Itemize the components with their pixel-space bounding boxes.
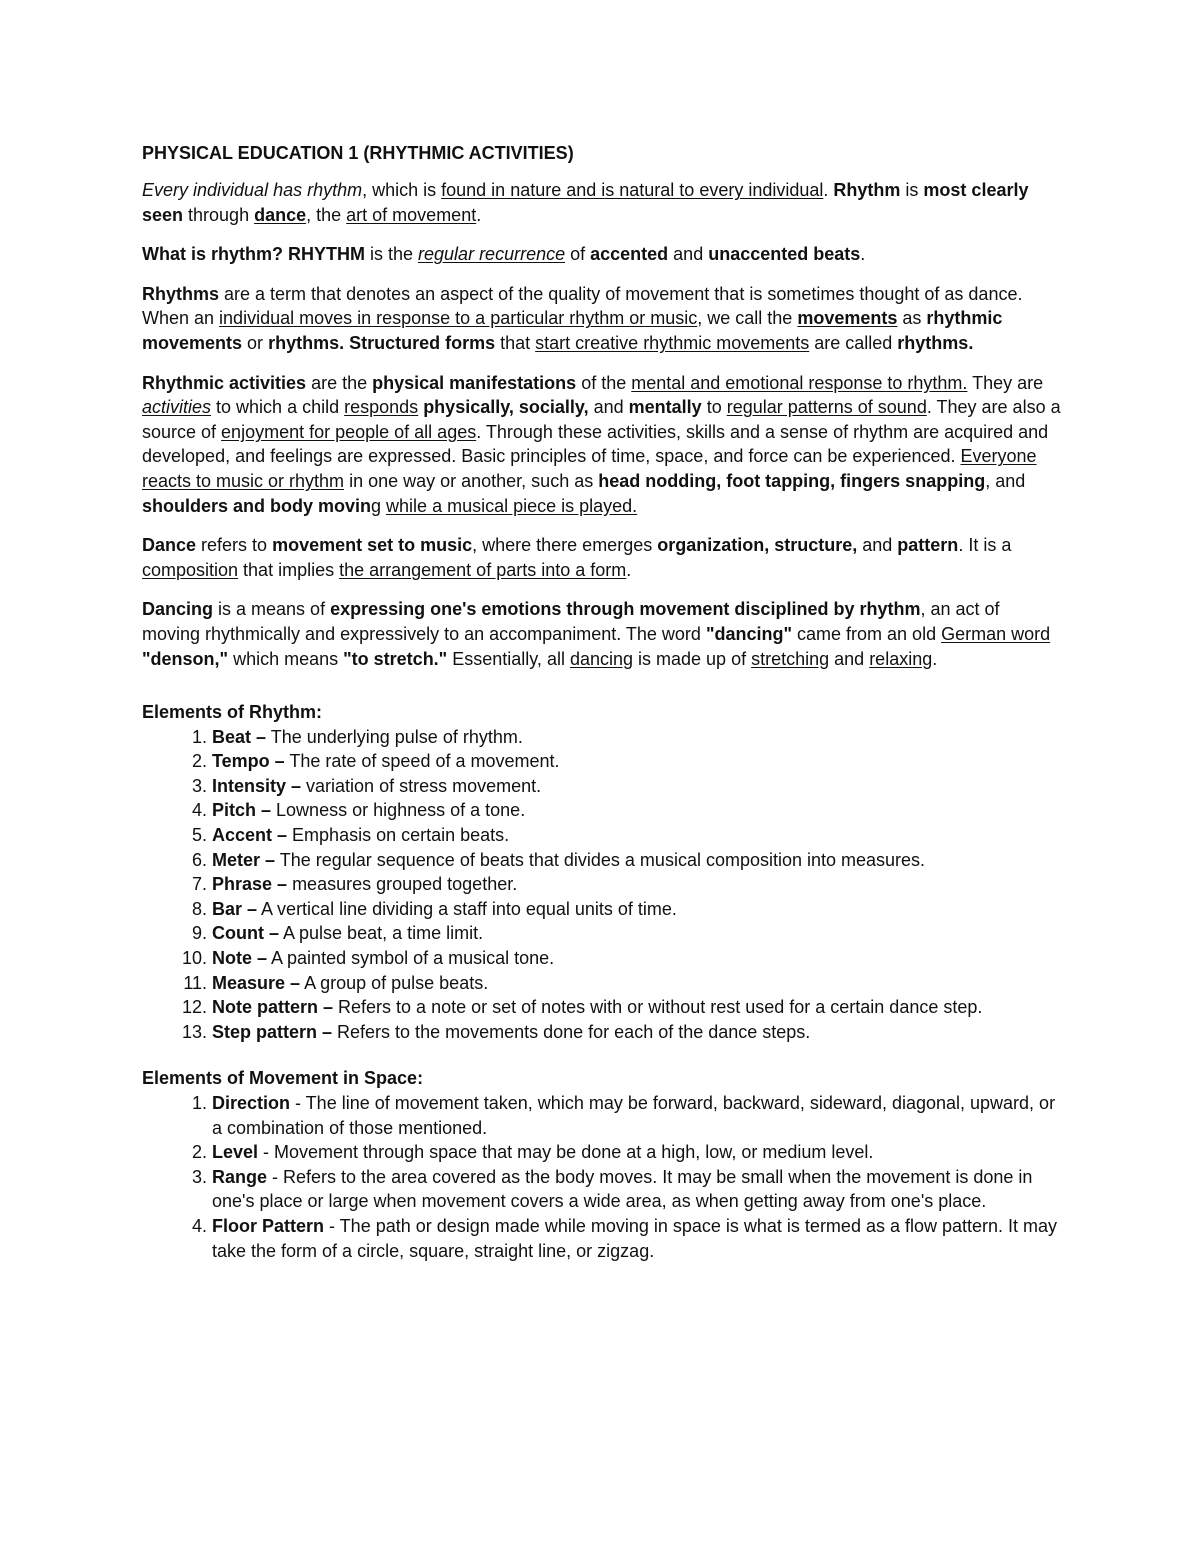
text-span: Rhythmic activities [142,372,307,393]
text-span: head nodding, foot tapping, fingers snapping [598,470,986,491]
description: - Movement through space that may be done at a high, low, or medium level. [258,1142,874,1163]
text-span: , where there emerges [472,535,658,556]
text-span: is a means of [213,599,331,620]
text-span: enjoyment for people of all ages [221,421,477,442]
list-item [212,897,1062,922]
text-span: art of movement [346,204,477,225]
text-span: g [371,495,387,516]
term: Measure – [212,972,301,993]
text-span: rhythms [268,332,340,353]
text-span: as [897,308,927,329]
description: - Refers to the area covered as the body moves. It may be small when the movement is done in one's place or large when movement covers a wide area, as when getting away from one's place. [212,1166,1033,1212]
paragraph-dancing [142,597,1062,671]
text-span: to [701,397,727,418]
term: Phrase – [212,874,288,895]
text-span: Dancing [142,599,214,620]
list-item [212,1091,1062,1140]
term: Direction [212,1093,291,1113]
list-item [212,946,1062,971]
text-span: activities [142,397,212,418]
term: Step pattern – [212,1021,333,1042]
text-span: Dance [142,535,197,556]
description: Lowness or highness of a tone. [271,800,526,821]
term: Range [212,1166,268,1187]
text-span: unaccented beats [708,244,861,265]
text-span: physically, socially, [423,397,589,418]
text-span: organization, structure, [657,535,858,556]
text-span: Every individual has rhythm [142,180,363,200]
text-span: accented [590,244,669,265]
text-span: , which is [362,180,442,200]
text-span: Essentially, all [447,648,570,669]
text-span: dance [254,204,307,225]
term: Level [212,1142,259,1163]
list-item [212,1165,1062,1214]
text-span: "dancing" [705,623,793,644]
text-span: rhythms [897,332,969,353]
description: - The path or design made while moving in space is what is termed as a flow pattern. It may take the form of a circle, square, straight line, or zigzag. [212,1215,1058,1261]
text-span: expressing one's emotions through movement disciplined by rhythm [330,599,921,620]
text-span: , an act of moving rhythmically and expressively to an accompaniment. The word [142,599,1000,644]
text-span: Rhythm [833,180,901,200]
term: Bar – [212,898,258,919]
paragraph-rhythm-intro [142,178,1062,227]
space-elements-list [142,1091,1062,1263]
text-span: refers to [196,535,273,556]
list-item [212,1020,1062,1045]
list-item [212,798,1062,823]
text-span: of the [576,372,632,393]
list-item [212,848,1062,873]
description: Refers to the movements done for each of the dance steps. [332,1021,811,1042]
term: Accent – [212,825,288,846]
paragraph-rhythms [142,282,1062,356]
description: A pulse beat, a time limit. [279,923,484,944]
document-page [142,141,1062,1263]
text-span: regular patterns of sound [726,397,927,418]
term: Count – [212,923,279,944]
text-span: pattern [897,535,959,556]
text-span: of [565,244,591,265]
text-span: the arrangement of parts into a form [339,559,627,580]
text-span: . [932,648,938,669]
list-item [212,774,1062,799]
list-item [212,1214,1062,1263]
text-span: individual moves in response to a particular rhythm or music [219,308,698,329]
text-span: . They are also a source of [142,397,1061,442]
text-span: German word [941,623,1051,644]
rhythm-elements-list [142,725,1062,1045]
text-span: relaxing [869,648,933,669]
space-elements-heading: Elements of Movement in Space: [142,1068,424,1089]
text-span: . [476,204,482,225]
text-span: and [668,244,709,265]
text-span: start creative rhythmic movements [535,332,810,353]
description: Emphasis on certain beats. [287,825,510,846]
description: A group of pulse beats. [300,972,489,993]
description: The rate of speed of a movement. [284,751,560,772]
term: Tempo – [212,751,285,772]
text-span: are a term that denotes an aspect of the quality of movement that is sometimes thought of as dance. When an [142,283,1023,329]
text-span: Everyone reacts to music or rhythm [142,446,1037,491]
list-item [212,1140,1062,1165]
text-span: They are [967,372,1044,393]
description: A painted symbol of a musical tone. [267,948,555,969]
text-span: mentally [628,397,702,418]
text-span: "denson," [142,648,229,669]
description: variation of stress movement. [301,775,542,796]
text-span: composition [142,559,239,580]
text-span: regular recurrence [418,244,566,265]
text-span: to which a child [211,397,345,418]
text-span: "to stretch." [343,648,448,669]
text-span: , the [306,204,347,225]
text-span: shoulders and body movin [142,495,372,516]
text-span: Rhythms [142,283,220,304]
text-span: that implies [238,559,340,580]
text-span: are called [809,332,898,353]
text-span: in one way or another, such as [344,470,599,491]
text-span: rhythmic movements [142,308,1003,353]
page-title: PHYSICAL EDUCATION 1 (RHYTHMIC ACTIVITIES) [142,143,574,163]
text-span: . [968,332,974,353]
description: A vertical line dividing a staff into equal units of time. [257,898,677,919]
text-span: and [857,535,898,556]
description: measures grouped together. [287,874,518,895]
description: The regular sequence of beats that divides a musical composition into measures. [275,849,926,870]
text-span: responds [344,397,419,418]
term: Note pattern – [212,997,334,1018]
paragraph-dance [142,533,1062,582]
list-item [212,971,1062,996]
term: Floor Pattern [212,1215,325,1236]
description: The underlying pulse of rhythm. [266,726,523,747]
rhythm-elements-heading: Elements of Rhythm: [142,702,323,723]
term: Note – [212,948,268,969]
text-span: most clearly seen [142,180,1029,225]
text-span: movement set to music [272,535,473,556]
list-item [212,823,1062,848]
text-span: and [829,648,870,669]
text-span: . [339,332,350,353]
list-item [212,725,1062,750]
text-span: physical manifestations [372,372,577,393]
list-item [212,995,1062,1020]
text-span: , we call the [697,308,798,329]
text-span: is the [365,244,419,265]
text-span: and [588,397,629,418]
text-span: are the [306,372,373,393]
text-span: mental and emotional response to rhythm. [631,372,968,393]
text-span: movements [797,308,898,329]
list-item [212,921,1062,946]
text-span: is [900,180,924,200]
list-item [212,872,1062,897]
term: Intensity – [212,775,302,796]
text-span: while a musical piece is played. [386,495,638,516]
text-span: . [626,559,632,580]
text-span: which means [228,648,344,669]
text-span: dancing [569,648,634,669]
text-span: . Through these activities, skills and a sense of rhythm are acquired and developed, and feelings are expressed. Basic principles of time, space, and force can be experienced. [142,421,1049,467]
text-span: , and [985,470,1026,491]
text-span: What is rhythm? RHYTHM [142,244,365,265]
paragraph-rhythmic-activities [142,371,1062,519]
term: Meter – [212,849,276,870]
text-span: Structured forms [349,332,496,353]
description: - The line of movement taken, which may be forward, backward, sideward, diagonal, upward, or a combination of those mentioned. [212,1093,1056,1138]
text-span: that [495,332,536,353]
term: Beat – [212,726,267,747]
text-span: or [242,332,269,353]
text-span: through [183,204,255,225]
description: Refers to a note or set of notes with or without rest used for a certain dance step. [333,997,983,1018]
paragraph-rhythm-definition [142,242,1062,267]
text-span: . [823,180,834,200]
text-span: stretching [751,648,830,669]
text-span: is made up of [633,648,752,669]
text-span: . [860,244,866,265]
text-span: . It is a [958,535,1012,556]
text-span: found in nature and is natural to every individual [441,180,824,200]
list-item [212,749,1062,774]
text-span: came from an old [792,623,942,644]
term: Pitch – [212,800,272,821]
